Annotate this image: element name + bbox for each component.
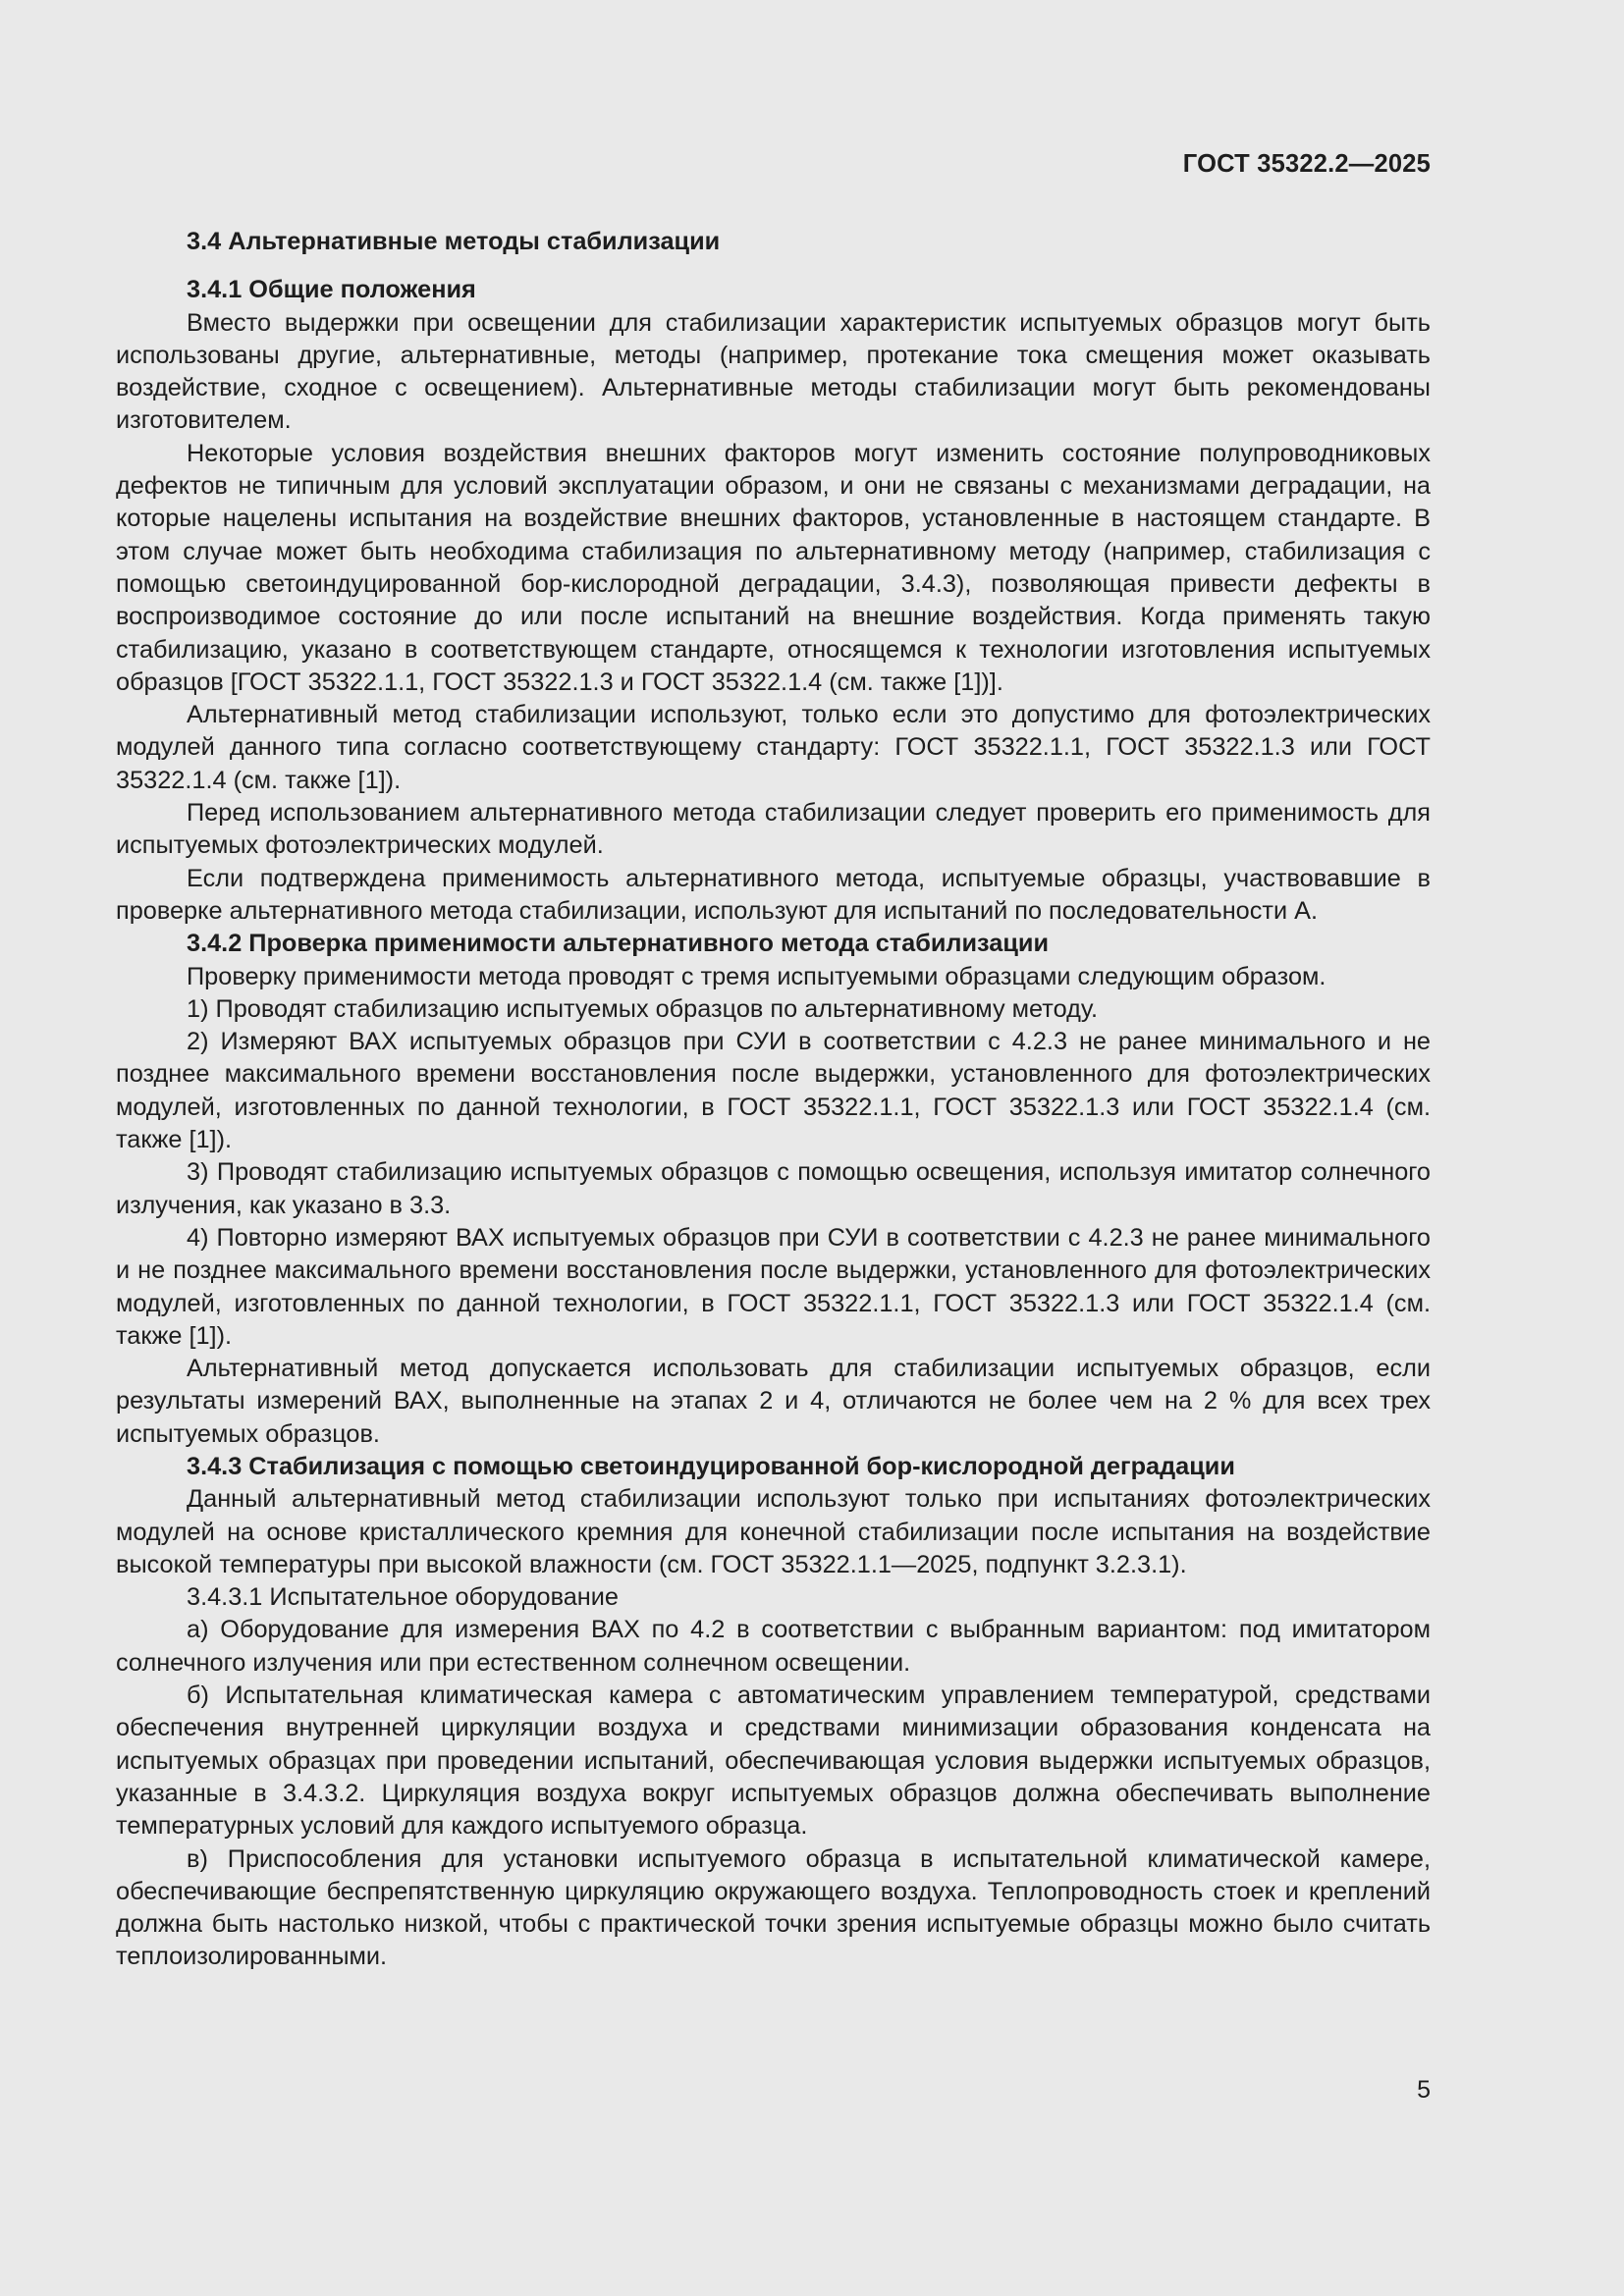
page-header-standard-id: ГОСТ 35322.2—2025 <box>1182 150 1431 178</box>
clause-heading-3-4-3-1: 3.4.3.1 Испытательное оборудование <box>187 1583 619 1612</box>
document-body <box>116 226 1431 1974</box>
page-number: 5 <box>1417 2076 1431 2104</box>
paragraph: Проверку применимости метода проводят с тремя испытуемыми образцами следующим образом. <box>187 962 1326 990</box>
subsection-title-3-4-3: 3.4.3 Стабилизация с помощью светоиндуцированной бор-кислородной деградации <box>187 1452 1235 1480</box>
list-item: 2) Измеряют ВАХ испытуемых образцов при СУИ в соответствии с 4.2.3 не ранее минимального и не позднее максимального времени восстановления после выдержки, установленного для фотоэлектрических модулей, изготовленных по данной технологии, в ГОСТ 35322.1.1, ГОСТ 35322.1.3 или ГОСТ 35322.1.4 (см. также [1]). <box>116 1028 1431 1154</box>
paragraph: Данный альтернативный метод стабилизации используют только при испытаниях фотоэлектрических модулей на основе кристаллического кремния для конечной стабилизации после испытания на воздействие высокой температуры при высокой влажности (см. ГОСТ 35322.1.1—2025, подпункт 3.2.3.1). <box>116 1485 1431 1578</box>
section-title: 3.4 Альтернативные методы стабилизации <box>187 228 721 255</box>
list-item: б) Испытательная климатическая камера с автоматическим управлением температурой, средствами обеспечения внутренней циркуляции воздуха и средствами минимизации образования конденсата на испытуемых образцах при проведении испытаний, обеспечивающая условия выдержки испытуемых образцов, указанные в 3.4.3.2. Циркуляция воздуха вокруг испытуемых образцов должна обеспечивать выполнение температурных условий для каждого испытуемого образца. <box>116 1682 1431 1841</box>
list-item: 3) Проводят стабилизацию испытуемых образцов с помощью освещения, используя имитатор солнечного излучения, как указано в 3.3. <box>116 1158 1431 1219</box>
paragraph: Если подтверждена применимость альтернативного метода, испытуемые образцы, участвовавшие в проверке альтернативного метода стабилизации, используют для испытаний по последовательности А. <box>116 864 1431 925</box>
subsection-title-3-4-1: 3.4.1 Общие положения <box>187 276 476 304</box>
paragraph: Альтернативный метод допускается использовать для стабилизации испытуемых образцов, если результаты измерений ВАХ, выполненные на этапах 2 и 4, отличаются не более чем на 2 % для всех трех испытуемых образцов. <box>116 1355 1431 1448</box>
list-item: в) Приспособления для установки испытуемого образца в испытательной климатической камере, обеспечивающие беспрепятственную циркуляцию окружающего воздуха. Теплопроводность стоек и креплений должна быть настолько низкой, чтобы с практической точки зрения испытуемые образцы можно было считать теплоизолированными. <box>116 1844 1431 1971</box>
list-item: 4) Повторно измеряют ВАХ испытуемых образцов при СУИ в соответствии с 4.2.3 не ранее минимального и не позднее максимального времени восстановления после выдержки, установленного для фотоэлектрических модулей, изготовленных по данной технологии, в ГОСТ 35322.1.1, ГОСТ 35322.1.3 или ГОСТ 35322.1.4 (см. также [1]). <box>116 1223 1431 1350</box>
paragraph: Некоторые условия воздействия внешних факторов могут изменить состояние полупроводниковых дефектов не типичным для условий эксплуатации образом, и они не связаны с механизмами деградации, на которые нацелены испытания на воздействие внешних факторов, установленные в настоящем стандарте. В этом случае может быть необходима стабилизация по альтернативному методу (например, стабилизация с помощью светоиндуцированной бор-кислородной деградации, 3.4.3), позволяющая привести дефекты в воспроизводимое состояние до или после испытаний на внешние воздействия. Когда применять такую стабилизацию, указано в соответствующем стандарте, относящемся к технологии изготовления испытуемых образцов [ГОСТ 35322.1.1, ГОСТ 35322.1.3 и ГОСТ 35322.1.4 (см. также [1])]. <box>116 439 1431 696</box>
list-item: а) Оборудование для измерения ВАХ по 4.2 в соответствии с выбранным вариантом: под имитатором солнечного излучения или при естественном солнечном освещении. <box>116 1616 1431 1677</box>
paragraph: Альтернативный метод стабилизации используют, только если это допустимо для фотоэлектрических модулей данного типа согласно соответствующему стандарту: ГОСТ 35322.1.1, ГОСТ 35322.1.3 или ГОСТ 35322.1.4 (см. также [1]). <box>116 701 1431 794</box>
subsection-title-3-4-2: 3.4.2 Проверка применимости альтернативного метода стабилизации <box>187 930 1050 958</box>
paragraph: Перед использованием альтернативного метода стабилизации следует проверить его применимость для испытуемых фотоэлектрических модулей. <box>116 799 1431 860</box>
list-item: 1) Проводят стабилизацию испытуемых образцов по альтернативному методу. <box>187 994 1099 1023</box>
paragraph: Вместо выдержки при освещении для стабилизации характеристик испытуемых образцов могут быть использованы другие, альтернативные, методы (например, протекание тока смещения может оказывать воздействие, сходное с освещением). Альтернативные методы стабилизации могут быть рекомендованы изготовителем. <box>116 308 1431 435</box>
